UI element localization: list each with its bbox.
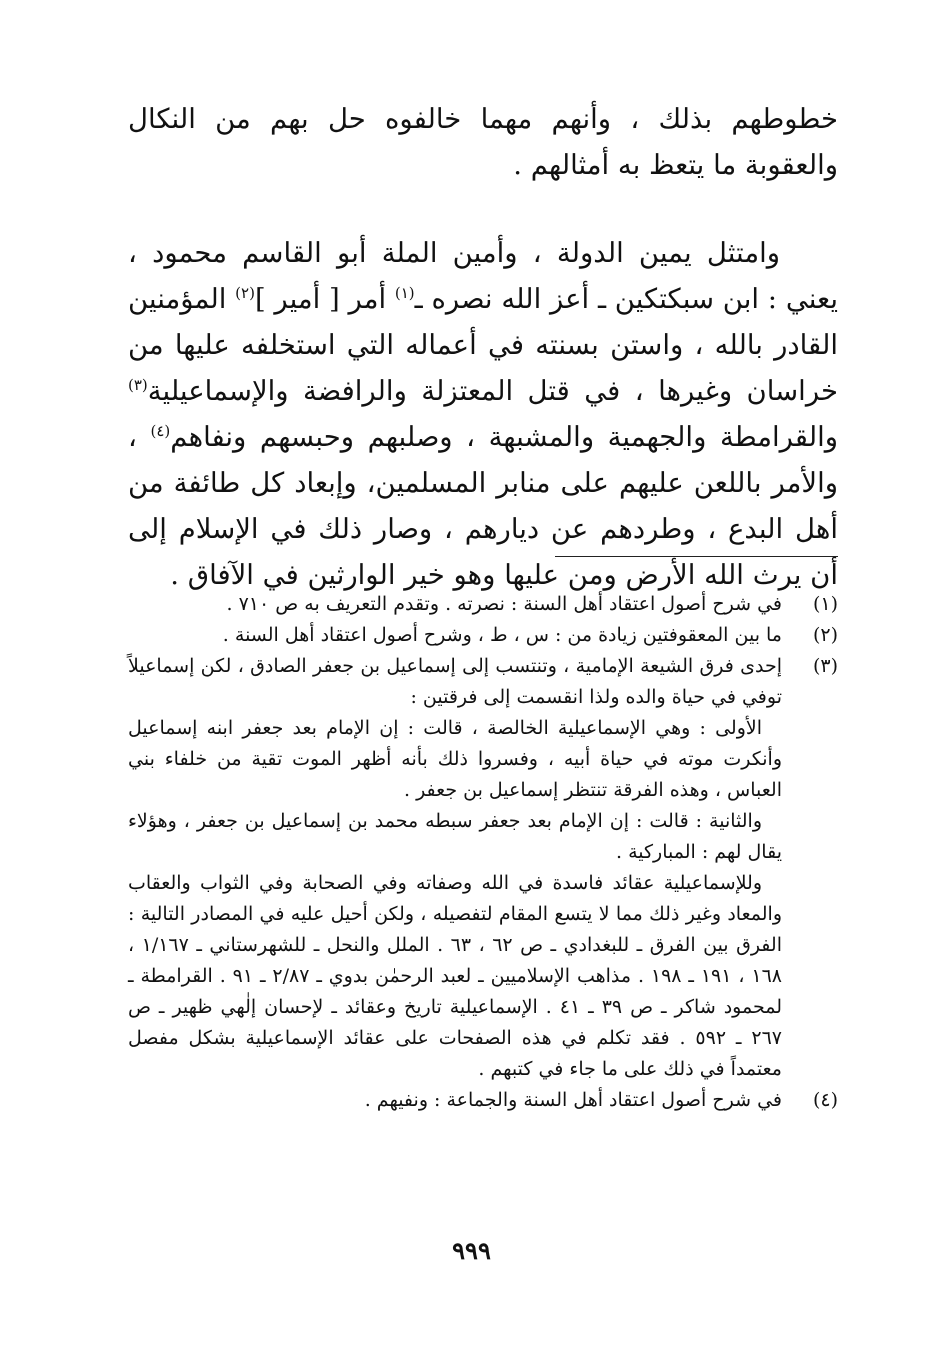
footnote-marker-1: (١) — [394, 283, 415, 302]
text-segment: ، والأمر باللعن عليهم على منابر المسلمين، وإبعاد كل طائفة من أهل البدع ، وطردهم عن ديارهم ، وصار ذلك في الإسلام إلى أن يرث الله الأرض ومن عليها وهو خير الوارثين في الآفاق . — [128, 421, 838, 591]
paragraph-text: خطوطهم بذلك ، وأنهم مهما خالفوه حل بهم من النكال والعقوبة ما يتعظ به أمثالهم . — [128, 103, 838, 181]
footnote-2 — [128, 620, 838, 651]
footnote-3 — [128, 651, 838, 1085]
text-segment: أمر [ أمير ] — [254, 283, 395, 315]
footnote-text: والثانية : قالت : إن الإمام بعد جعفر سبطه محمد بن إسماعيل بن جعفر ، وهؤلاء يقال لهم : المباركية . — [128, 810, 782, 863]
footnote-text: في شرح أصول اعتقاد أهل السنة والجماعة : ونفيهم . — [364, 1089, 782, 1111]
footnote-text: في شرح أصول اعتقاد أهل السنة : نصرته . وتقدم التعريف به ص ٧١٠ . — [226, 593, 782, 615]
footnote-marker-2: (٢) — [235, 283, 255, 302]
body-paragraph-2 — [128, 230, 838, 598]
footnote-number: (٣) — [812, 655, 838, 677]
footnotes — [128, 589, 838, 1116]
text-segment: وامتثل يمين الدولة ، وأمين الملة أبو القاسم محمود ، يعني : ابن سبكتكين ـ أعز الله نصره ـ — [128, 237, 838, 315]
body-paragraph-1 — [128, 96, 838, 188]
footnote-separator — [555, 556, 838, 557]
footnote-number: (١) — [812, 593, 838, 615]
text-segment: والقرامطة والجهمية والمشبهة ، وصلبهم وحبسهم ونفاهم — [170, 421, 839, 453]
footnote-number: (٤) — [812, 1089, 838, 1111]
footnote-text: إحدى فرق الشيعة الإمامية ، وتنتسب إلى إسماعيل بن جعفر الصادق ، لكن إسماعيلاً توفي في حياة والده ولذا انقسمت إلى فرقتين : — [128, 655, 782, 708]
text-segment: المؤمنين القادر بالله ، واستن بسنته في أعماله التي استخلفه عليها من خراسان وغيرها ، في قتل المعتزلة والرافضة والإسماعيلية — [128, 283, 838, 407]
footnote-text: ما بين المعقوفتين زيادة من : س ، ط ، وشرح أصول اعتقاد أهل السنة . — [222, 624, 782, 646]
footnote-text: وللإسماعيلية عقائد فاسدة في الله وصفاته وفي الصحابة وفي الثواب والعقاب والمعاد وغير ذلك مما لا يتسع المقام لتفصيله ، ولكن أحيل عليه في المصادر التالية : الفرق بين الفرق ـ للبغدادي ـ ص ٦٢ ، ٦٣ . الملل والنحل ـ للشهرستاني ـ ١/١٦٧ ، ١٦٨ ، ١٩١ ـ ١٩٨ . مذاهب الإسلاميين ـ لعبد الرحمٰن بدوي ـ ٢/٨٧ ـ ٩١ . القرامطة ـ لمحمود شاكر ـ ص ٣٩ ـ ٤١ . الإسماعيلية تاريخ وعقائد ـ لإحسان إلٰهي ظهير ـ ص ٢٦٧ ـ ٥٩٢ . فقد تكلم في هذه الصفحات على عقائد الإسماعيلية بشكل مفصل معتمداً في ذلك على ما جاء في كتبهم . — [128, 872, 782, 1080]
footnote-1 — [128, 589, 838, 620]
footnote-marker-3: (٣) — [128, 375, 148, 394]
footnote-number: (٢) — [812, 624, 838, 646]
footnote-text: الأولى : وهي الإسماعيلية الخالصة ، قالت : إن الإمام بعد جعفر ابنه إسماعيل وأنكرت موته في حياة أبيه ، وفسروا ذلك بأنه أظهر الموت تقية من خلفاء بني العباس ، وهذه الفرقة تنتظر إسماعيل بن جعفر . — [128, 717, 782, 801]
paragraph-text — [128, 230, 838, 598]
footnote-4 — [128, 1085, 838, 1116]
footnote-marker-4: (٤) — [150, 421, 171, 440]
page-number: ٩٩٩ — [452, 1236, 491, 1265]
